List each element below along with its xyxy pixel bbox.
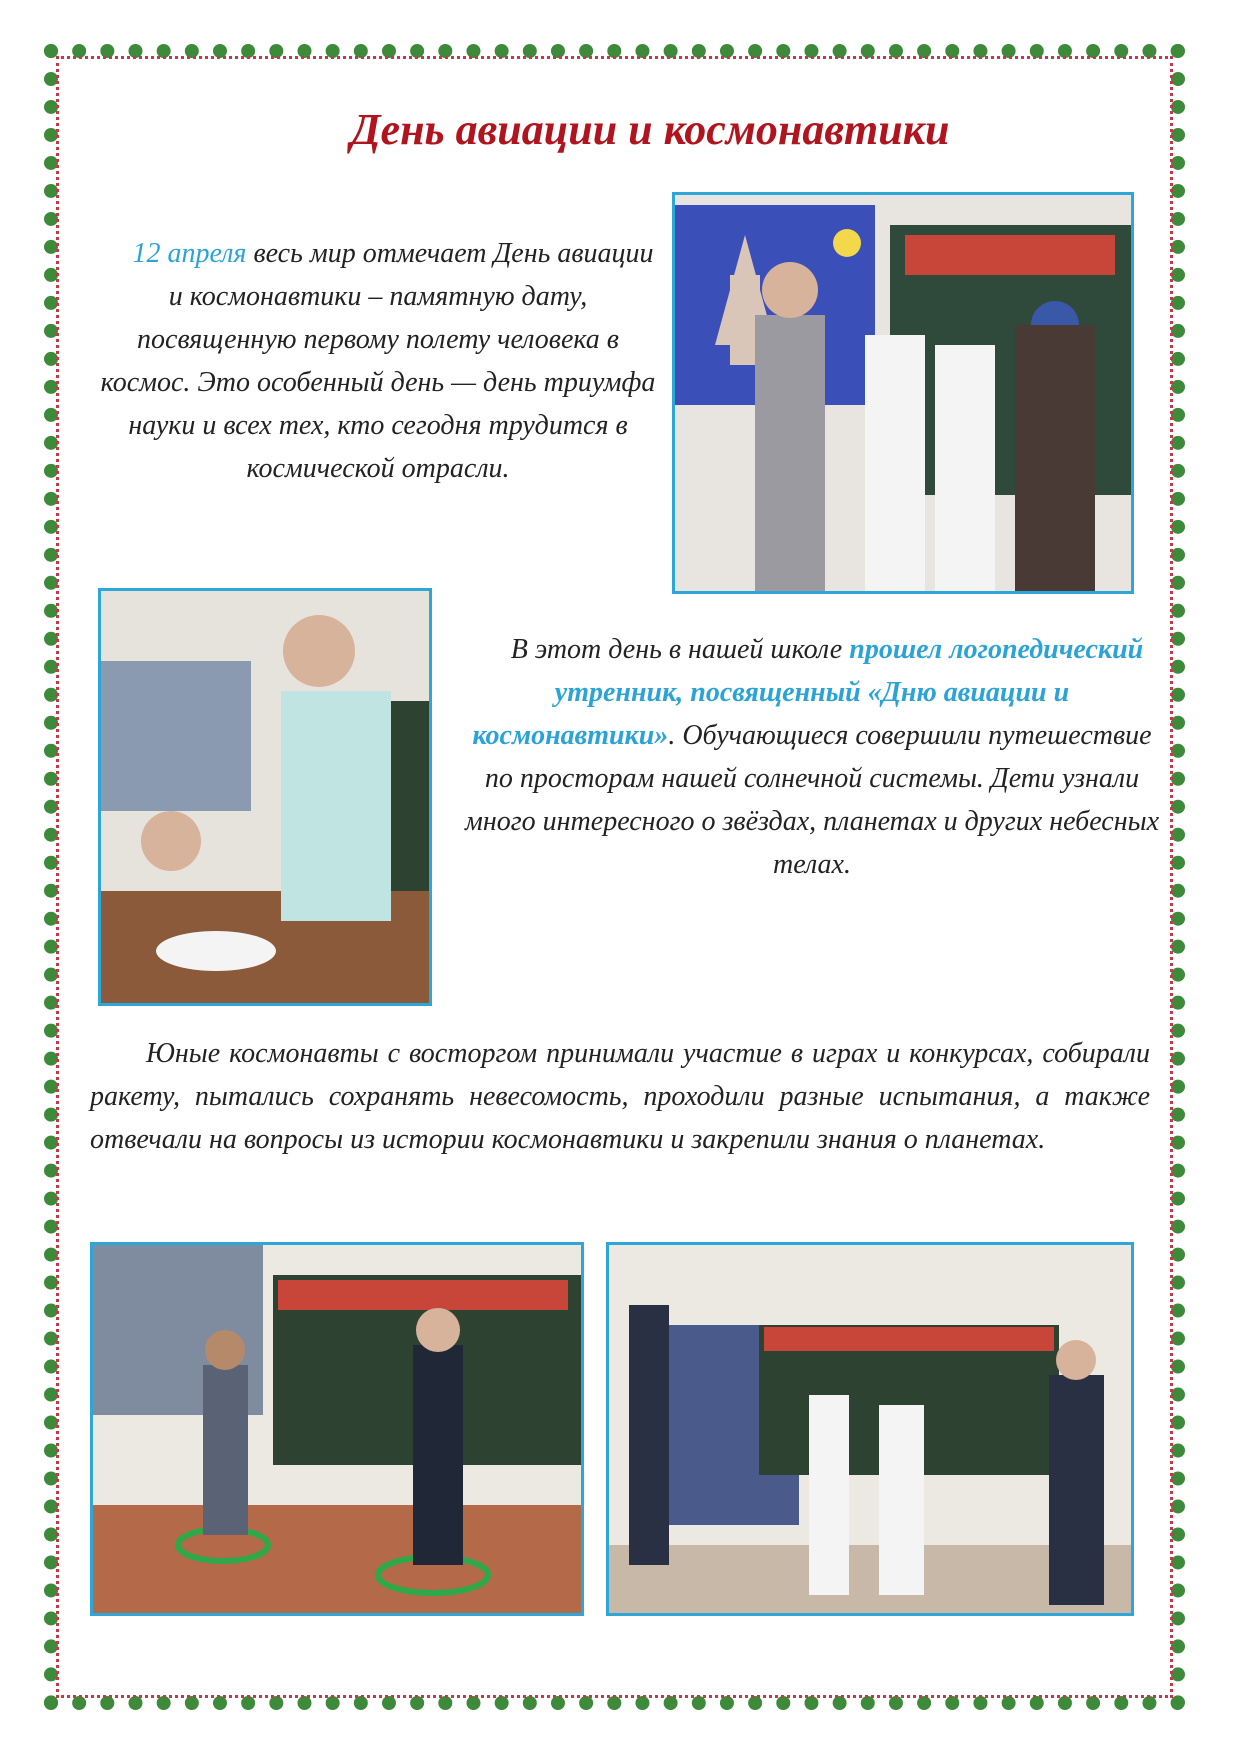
event-highlight: прошел логопедический утренник, посвященный «Дню авиации и космонавтики»	[472, 634, 1144, 751]
event-paragraph: В этот день в нашей школе прошел логопедический утренник, посвященный «Дню авиации и космонавтики». Обучающиеся совершили путешествие по просторам нашей солнечной системы. Дети узнали много интересного о звёздах, планетах и других небесных телах.	[464, 634, 1160, 880]
activities-paragraph: Юные космонавты с восторгом принимали участие в играх и конкурсах, собирали ракету, пытались сохранять невесомость, проходили разные испытания, а также отвечали на вопросы из истории космонавтики и закрепили знания о планетах.	[90, 1038, 1150, 1155]
photo-reaching-game	[606, 1242, 1134, 1616]
photo-hoop-game	[90, 1242, 584, 1616]
date-highlight: 12 апреля	[132, 238, 247, 269]
intro-paragraph: 12 апреля весь мир отмечает День авиации и космонавтики – памятную дату, посвященную первому полету человека в космос. Это особенный день — день триумфа науки и всех тех, кто сегодня трудится в космической отрасли.	[100, 238, 656, 484]
page-title: День авиации и космонавтики	[350, 105, 950, 154]
photo-teacher-board	[672, 192, 1134, 594]
photo-blowing-game	[98, 588, 432, 1006]
